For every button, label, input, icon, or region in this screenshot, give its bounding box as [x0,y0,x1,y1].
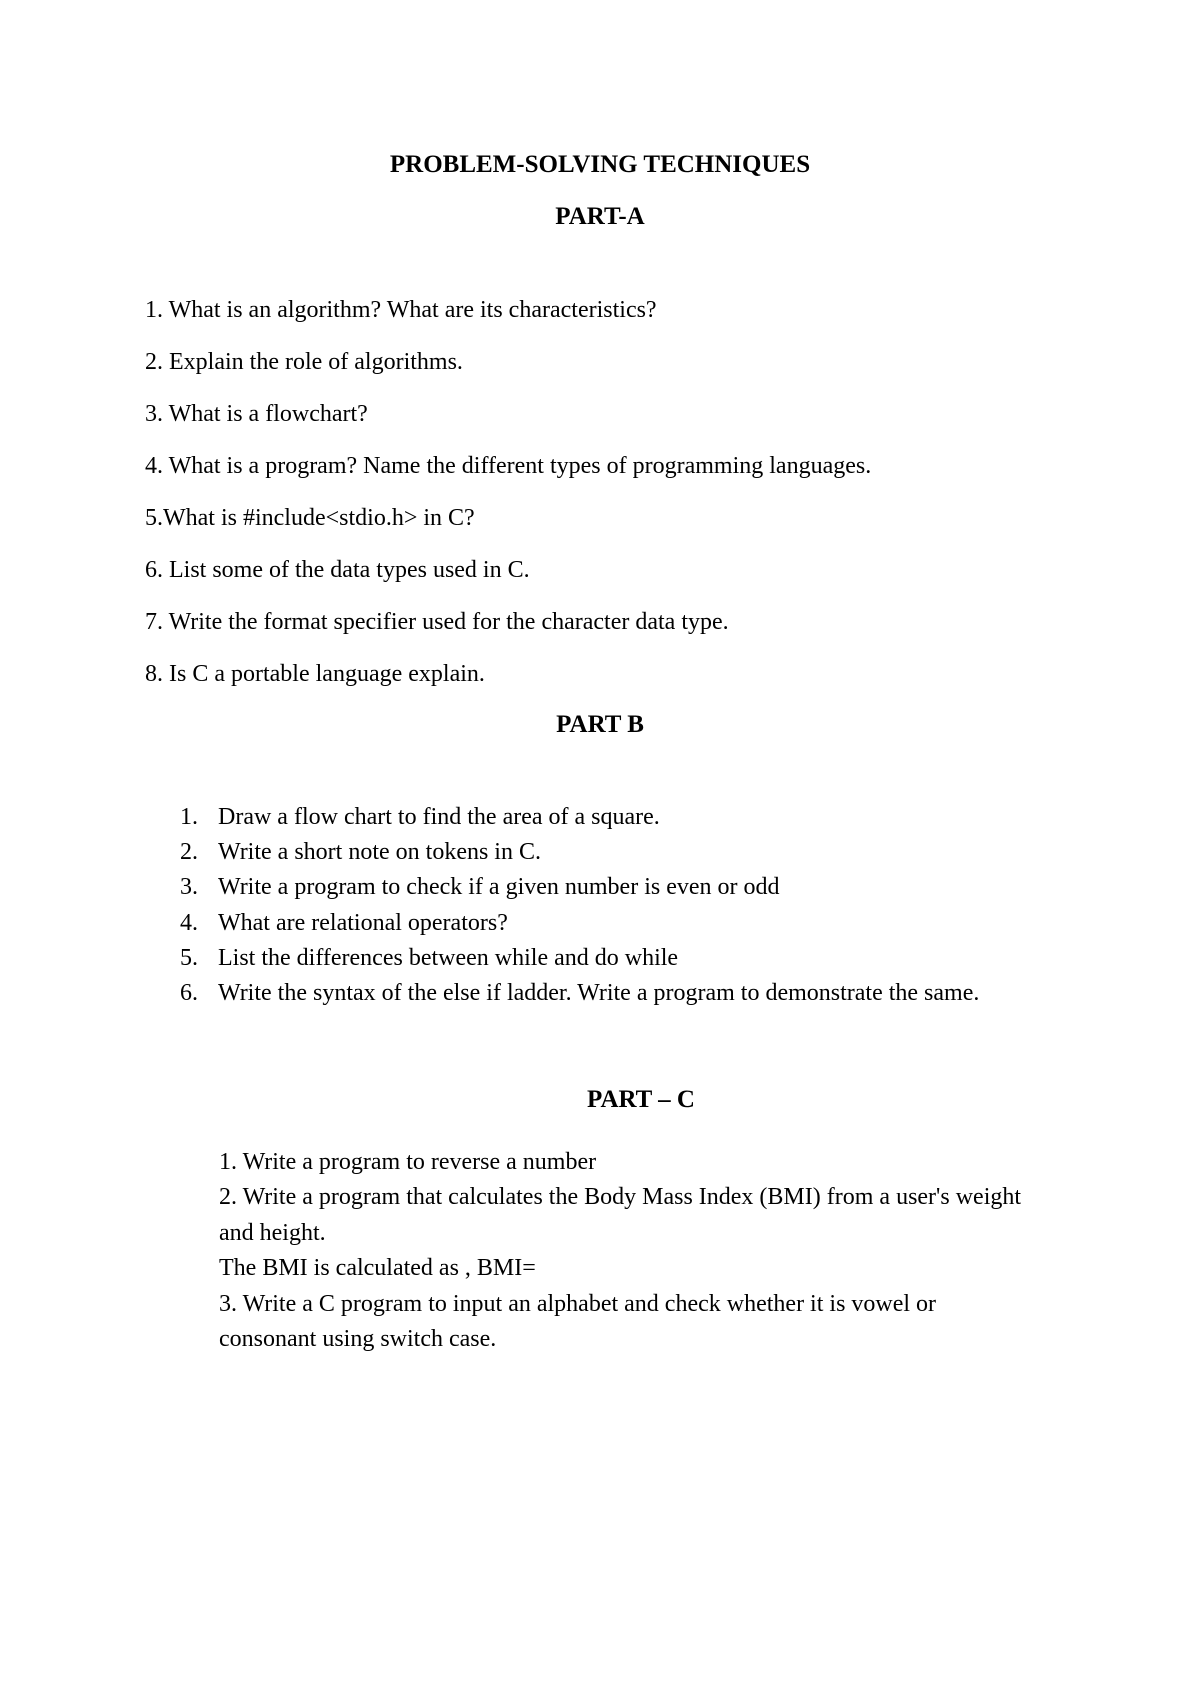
part-c-line-3: The BMI is calculated as , BMI= [219,1255,536,1282]
part-a-question-6: 6. List some of the data types used in C. [145,557,530,583]
part-b-list [180,800,1060,1011]
part-b-heading: PART B [556,711,644,738]
part-a-question-5: 5.What is #include<stdio.h> in C? [145,505,475,531]
document-title: PROBLEM-SOLVING TECHNIQUES [389,151,811,178]
list-item-text: Write a program to check if a given number is even or odd [218,874,780,901]
list-item-text: What are relational operators? [218,909,508,936]
list-item-number: 6. [180,980,198,1007]
list-item-text: Write a short note on tokens in C. [218,839,541,866]
list-item [180,835,1060,870]
list-item [180,870,1060,905]
list-item-number: 4. [180,909,198,936]
part-c-line-2: 2. Write a program that calculates the Body Mass Index (BMI) from a user's weight and height. [219,1184,1022,1246]
part-a-question-7: 7. Write the format specifier used for the character data type. [145,609,729,635]
list-item-number: 3. [180,874,198,901]
part-c-block [219,1145,1039,1357]
part-a-question-3: 3. What is a flowchart? [145,401,368,427]
part-c-line-1: 1. Write a program to reverse a number [219,1149,597,1175]
list-item-number: 2. [180,839,198,866]
part-c-heading: PART – C [587,1086,695,1113]
list-item [180,800,1060,835]
list-item-number: 1. [180,804,198,830]
part-a-question-8: 8. Is C a portable language explain. [145,661,485,687]
list-item [180,976,1060,1011]
part-a-question-4: 4. What is a program? Name the different types of programming languages. [145,453,872,479]
list-item [180,941,1060,976]
list-item-text: List the differences between while and do while [218,944,679,971]
part-a-question-1: 1. What is an algorithm? What are its characteristics? [145,297,657,323]
list-item-text: Write the syntax of the else if ladder. Write a program to demonstrate the same. [218,980,980,1007]
part-a-question-2: 2. Explain the role of algorithms. [145,349,463,375]
list-item-number: 5. [180,944,198,971]
list-item-text: Draw a flow chart to find the area of a square. [218,804,660,830]
part-c-line-4: 3. Write a C program to input an alphabet and check whether it is vowel or consonant using switch case. [219,1290,937,1353]
part-a-heading: PART-A [555,203,645,230]
list-item [180,906,1060,941]
